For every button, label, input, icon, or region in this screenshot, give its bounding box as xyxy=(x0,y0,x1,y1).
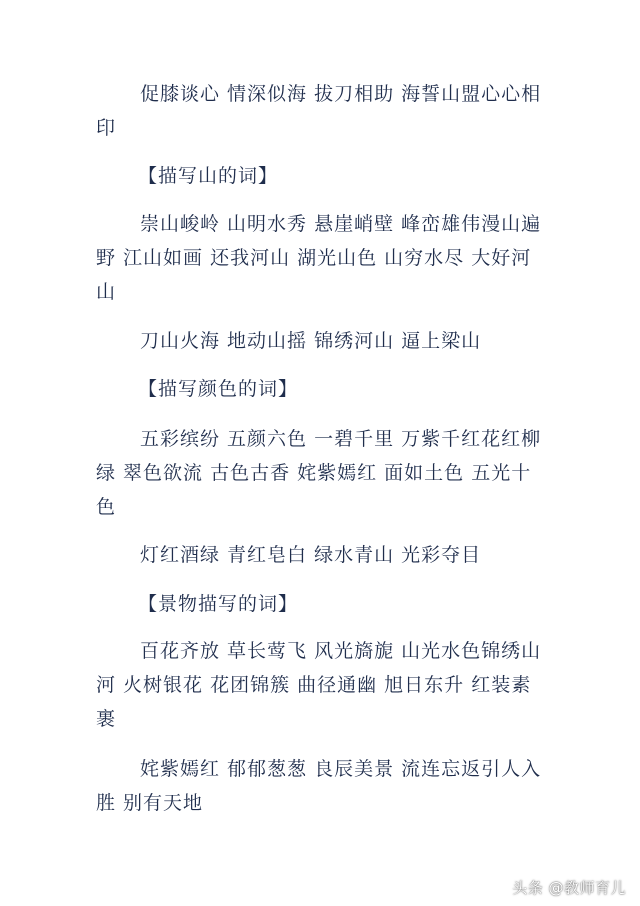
paragraph-mountain-idioms-1: 崇山峻岭 山明水秀 悬崖峭壁 峰峦雄伟漫山遍野 江山如画 还我河山 湖光山色 山穷水尽 大好河山 xyxy=(96,213,542,303)
section-heading-color: 【描写颜色的词】 xyxy=(138,378,299,400)
paragraph-color-idioms-2: 灯红酒绿 青红皂白 绿水青山 光彩夺目 xyxy=(140,544,482,566)
section-heading-scenery: 【景物描写的词】 xyxy=(138,593,299,615)
paragraph-scenery-idioms-1: 百花齐放 草长莺飞 风光旖旎 山光水色锦绣山河 火树银花 花团锦簇 曲径通幽 旭日东升 红装素裹 xyxy=(96,640,542,730)
watermark: 头条 @教师育儿 xyxy=(512,879,626,897)
paragraph-friendship-idioms: 促膝谈心 情深似海 拔刀相助 海誓山盟心心相印 xyxy=(96,83,542,139)
paragraph-color-idioms-1: 五彩缤纷 五颜六色 一碧千里 万紫千红花红柳绿 翠色欲流 古色古香 姹紫嫣红 面如土色 五光十色 xyxy=(96,428,542,518)
section-heading-mountain: 【描写山的词】 xyxy=(138,165,279,187)
paragraph-mountain-idioms-2: 刀山火海 地动山摇 锦绣河山 逼上梁山 xyxy=(140,330,482,352)
paragraph-scenery-idioms-2: 姹紫嫣红 郁郁葱葱 良辰美景 流连忘返引人入胜 别有天地 xyxy=(96,758,542,814)
